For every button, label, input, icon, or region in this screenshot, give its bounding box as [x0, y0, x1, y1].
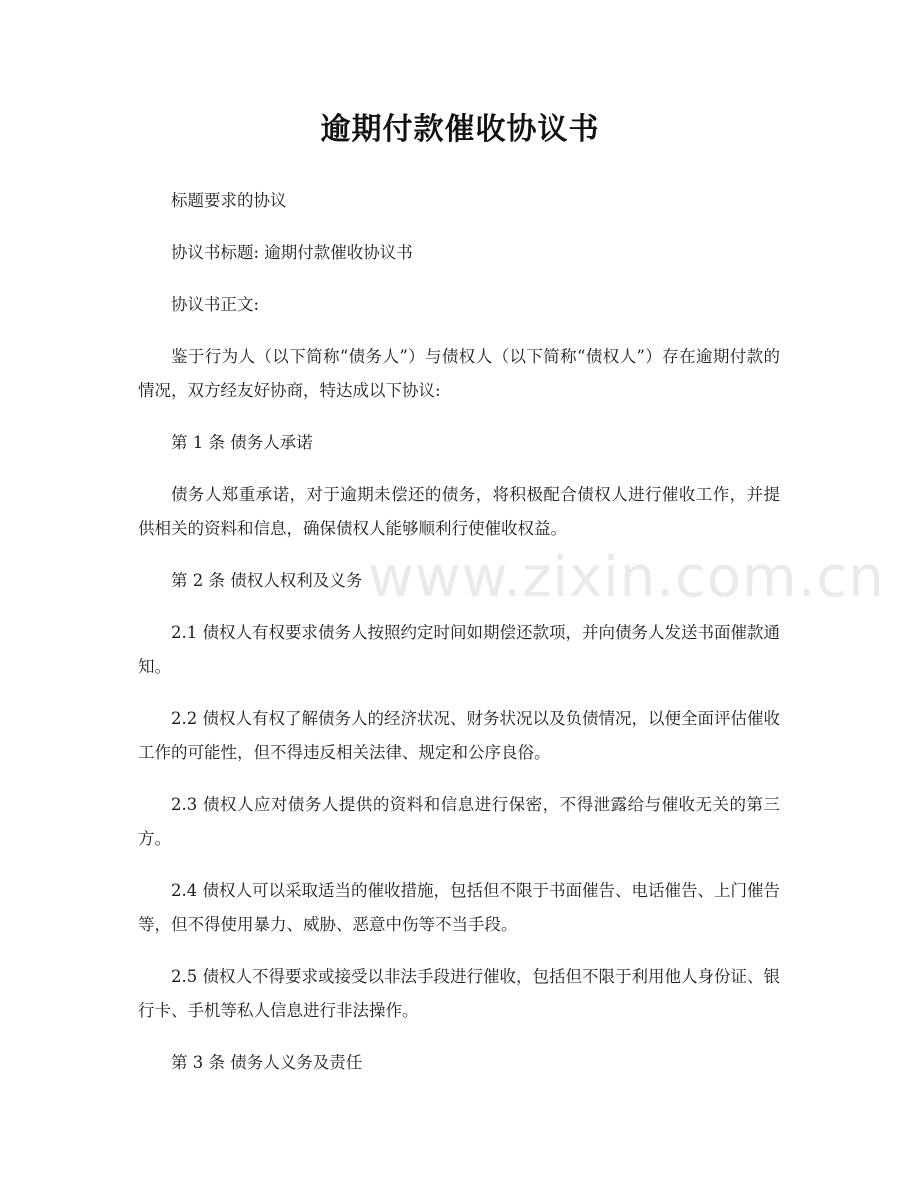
article-2-heading: 第 2 条 债权人权利及义务: [171, 571, 363, 590]
watermark: www.zixin.com.cn: [368, 545, 885, 610]
paragraph-body-label: 协议书正文:: [171, 295, 260, 314]
paragraph-subject: 标题要求的协议: [171, 191, 287, 210]
paragraph-agreement-title: 协议书标题: 逾期付款催收协议书: [171, 243, 413, 262]
document-body: [138, 184, 780, 1098]
paragraph-preamble: 鉴于行为人（以下简称“债务人”）与债权人（以下简称“债权人”）存在逾期付款的情况，双方经友好协商，特达成以下协议:: [138, 347, 780, 400]
clause-2-1: 2.1 债权人有权要求债务人按照约定时间如期偿还款项，并向债务人发送书面催款通知。: [138, 623, 780, 676]
clause-2-2: 2.2 债权人有权了解债务人的经济状况、财务状况以及负债情况，以便全面评估催收工作的可能性，但不得违反相关法律、规定和公序良俗。: [138, 709, 780, 762]
article-3-heading: 第 3 条 债务人义务及责任: [171, 1053, 363, 1072]
clause-2-4: 2.4 债权人可以采取适当的催收措施，包括但不限于书面催告、电话催告、上门催告等，但不得使用暴力、威胁、恶意中伤等不当手段。: [138, 881, 780, 934]
clause-2-3: 2.3 债权人应对债务人提供的资料和信息进行保密，不得泄露给与催收无关的第三方。: [138, 795, 780, 848]
article-1-text: 债务人郑重承诺，对于逾期未偿还的债务，将积极配合债权人进行催收工作，并提供相关的资料和信息，确保债权人能够顺利行使催收权益。: [138, 485, 780, 538]
article-1-heading: 第 1 条 债务人承诺: [171, 433, 313, 452]
document-title: 逾期付款催收协议书: [320, 112, 600, 147]
clause-2-5: 2.5 债权人不得要求或接受以非法手段进行催收，包括但不限于利用他人身份证、银行卡、手机等私人信息进行非法操作。: [138, 967, 780, 1020]
